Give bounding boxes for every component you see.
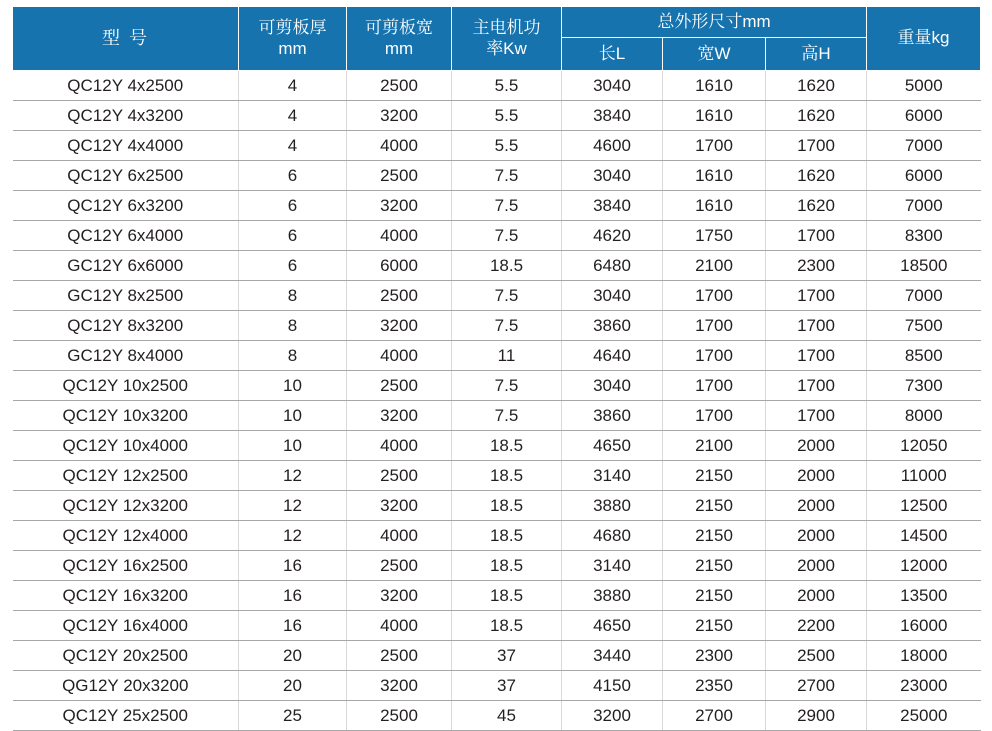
cell-thickness: 12 bbox=[239, 521, 347, 551]
cell-height-h: 1700 bbox=[766, 131, 867, 161]
column-header-motor-power bbox=[452, 7, 562, 71]
column-header-width-w: 宽W bbox=[663, 38, 766, 71]
cell-height-h: 1700 bbox=[766, 311, 867, 341]
cell-width-w: 2700 bbox=[663, 701, 766, 731]
cell-sheet-width: 6000 bbox=[347, 251, 452, 281]
cell-length: 4150 bbox=[562, 671, 663, 701]
cell-length: 3440 bbox=[562, 641, 663, 671]
column-header-motor-power-line1: 主电机功 bbox=[472, 18, 541, 38]
column-header-overall-dimensions: 总外形尺寸mm bbox=[562, 7, 867, 38]
table-row bbox=[13, 521, 981, 551]
cell-model: QC12Y 6x2500 bbox=[13, 161, 239, 191]
cell-sheet-width: 3200 bbox=[347, 401, 452, 431]
cell-width-w: 2300 bbox=[663, 641, 766, 671]
cell-weight: 5000 bbox=[867, 71, 981, 101]
cell-motor-power: 7.5 bbox=[452, 311, 562, 341]
cell-motor-power: 7.5 bbox=[452, 221, 562, 251]
table-row bbox=[13, 191, 981, 221]
cell-height-h: 1620 bbox=[766, 101, 867, 131]
cell-height-h: 2000 bbox=[766, 461, 867, 491]
cell-motor-power: 45 bbox=[452, 701, 562, 731]
cell-width-w: 1700 bbox=[663, 311, 766, 341]
cell-sheet-width: 3200 bbox=[347, 101, 452, 131]
cell-model: QC12Y 8x3200 bbox=[13, 311, 239, 341]
cell-length: 4680 bbox=[562, 521, 663, 551]
cell-motor-power: 18.5 bbox=[452, 431, 562, 461]
cell-height-h: 2700 bbox=[766, 671, 867, 701]
cell-thickness: 8 bbox=[239, 281, 347, 311]
cell-width-w: 1750 bbox=[663, 221, 766, 251]
column-header-motor-power-line2: 率Kw bbox=[486, 38, 527, 58]
cell-weight: 16000 bbox=[867, 611, 981, 641]
table-row bbox=[13, 641, 981, 671]
cell-height-h: 2200 bbox=[766, 611, 867, 641]
cell-model: QC12Y 20x2500 bbox=[13, 641, 239, 671]
cell-width-w: 1700 bbox=[663, 281, 766, 311]
cell-length: 4640 bbox=[562, 341, 663, 371]
table-row bbox=[13, 581, 981, 611]
cell-height-h: 2500 bbox=[766, 641, 867, 671]
cell-motor-power: 5.5 bbox=[452, 131, 562, 161]
cell-model: QC12Y 6x4000 bbox=[13, 221, 239, 251]
cell-width-w: 1700 bbox=[663, 341, 766, 371]
cell-length: 3860 bbox=[562, 311, 663, 341]
cell-sheet-width: 3200 bbox=[347, 671, 452, 701]
cell-thickness: 16 bbox=[239, 551, 347, 581]
cell-weight: 12050 bbox=[867, 431, 981, 461]
table-row bbox=[13, 311, 981, 341]
table-row bbox=[13, 281, 981, 311]
cell-model: QC12Y 10x4000 bbox=[13, 431, 239, 461]
cell-sheet-width: 4000 bbox=[347, 341, 452, 371]
cell-weight: 11000 bbox=[867, 461, 981, 491]
cell-motor-power: 5.5 bbox=[452, 71, 562, 101]
cell-length: 3040 bbox=[562, 71, 663, 101]
cell-width-w: 2150 bbox=[663, 581, 766, 611]
cell-height-h: 1700 bbox=[766, 341, 867, 371]
column-header-thickness-line2: mm bbox=[278, 38, 307, 58]
cell-motor-power: 37 bbox=[452, 641, 562, 671]
cell-width-w: 1610 bbox=[663, 101, 766, 131]
cell-model: QC12Y 12x4000 bbox=[13, 521, 239, 551]
cell-weight: 6000 bbox=[867, 161, 981, 191]
table-row bbox=[13, 101, 981, 131]
cell-width-w: 1610 bbox=[663, 161, 766, 191]
cell-model: QC12Y 12x2500 bbox=[13, 461, 239, 491]
column-header-sheet-width-line1: 可剪板宽 bbox=[365, 18, 433, 38]
column-header-length: 长L bbox=[562, 38, 663, 71]
table-body bbox=[13, 71, 981, 731]
cell-model: QG12Y 20x3200 bbox=[13, 671, 239, 701]
cell-sheet-width: 2500 bbox=[347, 71, 452, 101]
cell-width-w: 1610 bbox=[663, 71, 766, 101]
cell-length: 6480 bbox=[562, 251, 663, 281]
cell-sheet-width: 4000 bbox=[347, 131, 452, 161]
cell-width-w: 2150 bbox=[663, 461, 766, 491]
cell-model: QC12Y 25x2500 bbox=[13, 701, 239, 731]
cell-width-w: 1700 bbox=[663, 131, 766, 161]
column-header-height-h: 高H bbox=[766, 38, 867, 71]
cell-thickness: 8 bbox=[239, 341, 347, 371]
table-row bbox=[13, 341, 981, 371]
cell-height-h: 2900 bbox=[766, 701, 867, 731]
table-row bbox=[13, 551, 981, 581]
cell-sheet-width: 2500 bbox=[347, 371, 452, 401]
cell-length: 3040 bbox=[562, 161, 663, 191]
cell-weight: 12500 bbox=[867, 491, 981, 521]
cell-height-h: 1620 bbox=[766, 71, 867, 101]
cell-width-w: 2350 bbox=[663, 671, 766, 701]
cell-height-h: 1620 bbox=[766, 191, 867, 221]
cell-weight: 7000 bbox=[867, 191, 981, 221]
cell-thickness: 10 bbox=[239, 371, 347, 401]
cell-width-w: 2150 bbox=[663, 551, 766, 581]
cell-thickness: 4 bbox=[239, 71, 347, 101]
cell-length: 3040 bbox=[562, 371, 663, 401]
cell-sheet-width: 4000 bbox=[347, 521, 452, 551]
cell-sheet-width: 3200 bbox=[347, 491, 452, 521]
column-header-thickness bbox=[239, 7, 347, 71]
cell-weight: 8500 bbox=[867, 341, 981, 371]
cell-width-w: 2150 bbox=[663, 491, 766, 521]
cell-model: QC12Y 16x4000 bbox=[13, 611, 239, 641]
cell-thickness: 6 bbox=[239, 191, 347, 221]
table-row bbox=[13, 71, 981, 101]
cell-weight: 12000 bbox=[867, 551, 981, 581]
table-row bbox=[13, 131, 981, 161]
cell-model: QC12Y 12x3200 bbox=[13, 491, 239, 521]
cell-motor-power: 37 bbox=[452, 671, 562, 701]
cell-motor-power: 18.5 bbox=[452, 461, 562, 491]
table-row bbox=[13, 401, 981, 431]
cell-motor-power: 18.5 bbox=[452, 251, 562, 281]
cell-height-h: 2300 bbox=[766, 251, 867, 281]
cell-motor-power: 18.5 bbox=[452, 581, 562, 611]
cell-sheet-width: 2500 bbox=[347, 551, 452, 581]
column-header-sheet-width bbox=[347, 7, 452, 71]
table-row bbox=[13, 371, 981, 401]
cell-weight: 8000 bbox=[867, 401, 981, 431]
cell-motor-power: 7.5 bbox=[452, 401, 562, 431]
cell-height-h: 2000 bbox=[766, 431, 867, 461]
cell-length: 3840 bbox=[562, 101, 663, 131]
cell-weight: 7300 bbox=[867, 371, 981, 401]
cell-sheet-width: 3200 bbox=[347, 191, 452, 221]
table-row bbox=[13, 611, 981, 641]
specification-table bbox=[12, 6, 981, 731]
cell-weight: 25000 bbox=[867, 701, 981, 731]
cell-height-h: 1700 bbox=[766, 401, 867, 431]
table-row bbox=[13, 461, 981, 491]
cell-thickness: 10 bbox=[239, 431, 347, 461]
cell-sheet-width: 2500 bbox=[347, 461, 452, 491]
cell-model: QC12Y 10x3200 bbox=[13, 401, 239, 431]
cell-length: 3200 bbox=[562, 701, 663, 731]
cell-width-w: 1610 bbox=[663, 191, 766, 221]
cell-thickness: 20 bbox=[239, 671, 347, 701]
cell-motor-power: 7.5 bbox=[452, 161, 562, 191]
cell-motor-power: 11 bbox=[452, 341, 562, 371]
cell-width-w: 1700 bbox=[663, 371, 766, 401]
column-header-thickness-line1: 可剪板厚 bbox=[258, 18, 327, 38]
cell-model: GC12Y 6x6000 bbox=[13, 251, 239, 281]
cell-model: QC12Y 4x2500 bbox=[13, 71, 239, 101]
cell-model: QC12Y 6x3200 bbox=[13, 191, 239, 221]
cell-length: 3140 bbox=[562, 461, 663, 491]
cell-motor-power: 18.5 bbox=[452, 551, 562, 581]
cell-width-w: 2150 bbox=[663, 521, 766, 551]
table-row bbox=[13, 221, 981, 251]
column-header-model: 型 号 bbox=[13, 7, 239, 71]
header-row-primary bbox=[13, 7, 981, 38]
cell-weight: 18500 bbox=[867, 251, 981, 281]
cell-length: 3880 bbox=[562, 491, 663, 521]
cell-width-w: 2100 bbox=[663, 251, 766, 281]
cell-model: QC12Y 16x3200 bbox=[13, 581, 239, 611]
cell-weight: 13500 bbox=[867, 581, 981, 611]
cell-weight: 18000 bbox=[867, 641, 981, 671]
cell-length: 3840 bbox=[562, 191, 663, 221]
cell-width-w: 2100 bbox=[663, 431, 766, 461]
cell-model: QC12Y 4x4000 bbox=[13, 131, 239, 161]
table-row bbox=[13, 671, 981, 701]
cell-sheet-width: 4000 bbox=[347, 431, 452, 461]
cell-sheet-width: 3200 bbox=[347, 311, 452, 341]
cell-height-h: 2000 bbox=[766, 521, 867, 551]
table-row bbox=[13, 161, 981, 191]
cell-thickness: 4 bbox=[239, 101, 347, 131]
table-row bbox=[13, 251, 981, 281]
table-row bbox=[13, 701, 981, 731]
cell-thickness: 16 bbox=[239, 581, 347, 611]
cell-sheet-width: 2500 bbox=[347, 641, 452, 671]
column-header-sheet-width-line2: mm bbox=[384, 38, 414, 58]
cell-model: QC12Y 4x3200 bbox=[13, 101, 239, 131]
table-row bbox=[13, 491, 981, 521]
cell-thickness: 4 bbox=[239, 131, 347, 161]
cell-weight: 8300 bbox=[867, 221, 981, 251]
cell-weight: 7000 bbox=[867, 281, 981, 311]
cell-length: 3140 bbox=[562, 551, 663, 581]
cell-thickness: 20 bbox=[239, 641, 347, 671]
cell-length: 4650 bbox=[562, 611, 663, 641]
table-header bbox=[13, 7, 981, 71]
cell-weight: 23000 bbox=[867, 671, 981, 701]
cell-thickness: 8 bbox=[239, 311, 347, 341]
cell-model: QC12Y 10x2500 bbox=[13, 371, 239, 401]
cell-sheet-width: 2500 bbox=[347, 281, 452, 311]
cell-thickness: 10 bbox=[239, 401, 347, 431]
cell-length: 3860 bbox=[562, 401, 663, 431]
cell-model: GC12Y 8x2500 bbox=[13, 281, 239, 311]
cell-thickness: 12 bbox=[239, 461, 347, 491]
cell-motor-power: 7.5 bbox=[452, 191, 562, 221]
cell-length: 4620 bbox=[562, 221, 663, 251]
cell-weight: 14500 bbox=[867, 521, 981, 551]
cell-height-h: 1700 bbox=[766, 221, 867, 251]
cell-sheet-width: 3200 bbox=[347, 581, 452, 611]
cell-height-h: 2000 bbox=[766, 551, 867, 581]
cell-model: QC12Y 16x2500 bbox=[13, 551, 239, 581]
cell-length: 4600 bbox=[562, 131, 663, 161]
cell-height-h: 2000 bbox=[766, 581, 867, 611]
cell-weight: 6000 bbox=[867, 101, 981, 131]
cell-model: GC12Y 8x4000 bbox=[13, 341, 239, 371]
cell-height-h: 1700 bbox=[766, 371, 867, 401]
table-row bbox=[13, 431, 981, 461]
cell-motor-power: 18.5 bbox=[452, 491, 562, 521]
cell-height-h: 1700 bbox=[766, 281, 867, 311]
cell-motor-power: 18.5 bbox=[452, 521, 562, 551]
cell-thickness: 6 bbox=[239, 221, 347, 251]
cell-height-h: 2000 bbox=[766, 491, 867, 521]
cell-sheet-width: 2500 bbox=[347, 161, 452, 191]
cell-length: 3880 bbox=[562, 581, 663, 611]
cell-motor-power: 7.5 bbox=[452, 371, 562, 401]
cell-thickness: 25 bbox=[239, 701, 347, 731]
cell-sheet-width: 2500 bbox=[347, 701, 452, 731]
cell-width-w: 2150 bbox=[663, 611, 766, 641]
cell-motor-power: 5.5 bbox=[452, 101, 562, 131]
cell-sheet-width: 4000 bbox=[347, 611, 452, 641]
cell-thickness: 6 bbox=[239, 251, 347, 281]
cell-height-h: 1620 bbox=[766, 161, 867, 191]
column-header-weight: 重量kg bbox=[867, 7, 981, 71]
cell-thickness: 6 bbox=[239, 161, 347, 191]
cell-motor-power: 18.5 bbox=[452, 611, 562, 641]
cell-weight: 7000 bbox=[867, 131, 981, 161]
cell-thickness: 12 bbox=[239, 491, 347, 521]
cell-sheet-width: 4000 bbox=[347, 221, 452, 251]
cell-thickness: 16 bbox=[239, 611, 347, 641]
cell-motor-power: 7.5 bbox=[452, 281, 562, 311]
cell-weight: 7500 bbox=[867, 311, 981, 341]
cell-width-w: 1700 bbox=[663, 401, 766, 431]
cell-length: 3040 bbox=[562, 281, 663, 311]
cell-length: 4650 bbox=[562, 431, 663, 461]
